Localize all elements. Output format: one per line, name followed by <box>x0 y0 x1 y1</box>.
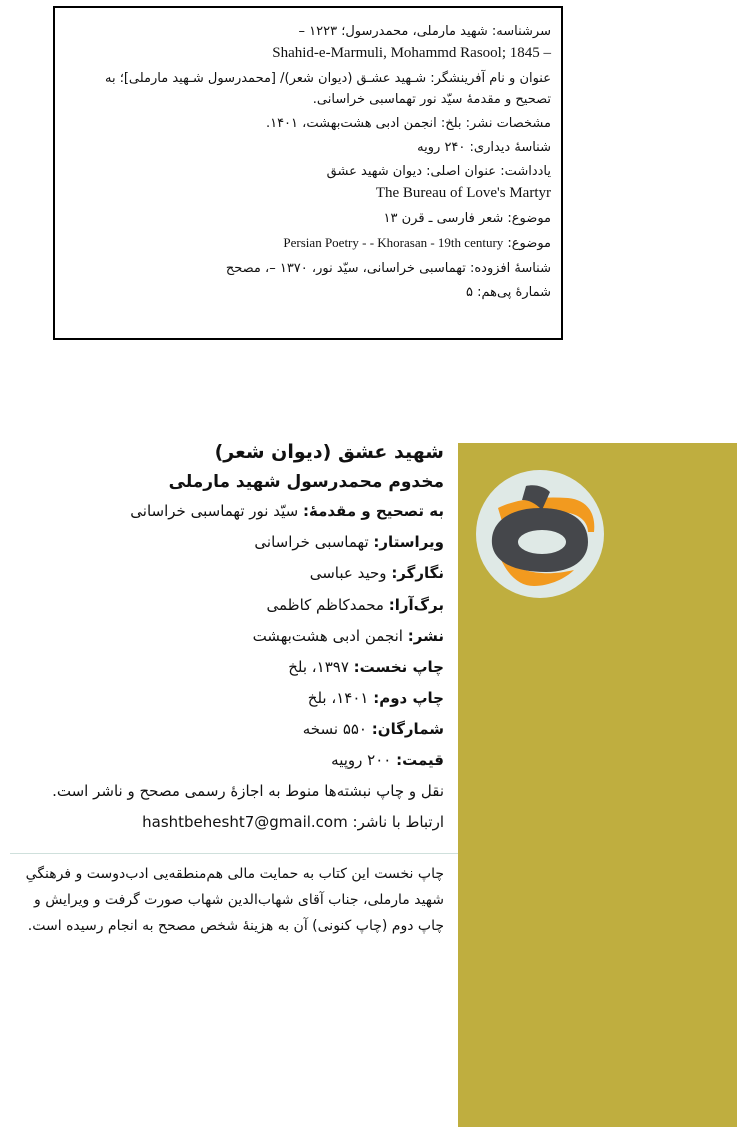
catalog-subject1-value: شعر فارسی ـ قرن ۱۳ <box>383 211 504 227</box>
credit-copies-label: شمارگان: <box>371 719 444 738</box>
credit-editor-value: سیّد نور تهماسبی خراسانی <box>130 502 299 521</box>
catalog-heading-row <box>67 22 551 65</box>
book-author: مخدوم محمدرسول شهید مارملی <box>168 472 444 493</box>
catalog-note-en: The Bureau of Love's Martyr <box>375 185 551 202</box>
contact-email-link[interactable]: hashtbehesht7@gmail.com <box>142 812 348 831</box>
catalog-publication-row <box>67 114 551 134</box>
credit-second-print-label: چاپ دوم: <box>373 688 444 707</box>
credit-first-print <box>20 652 444 683</box>
catalog-publication-label: مشخصات نشر: <box>465 115 551 131</box>
catalog-note-row <box>67 162 551 205</box>
publisher-logo-he-letter-icon <box>476 470 604 598</box>
rights-notice: نقل و چاپ نبشته‌ها منوط به اجازهٔ رسمی مصحح و ناشر است. <box>52 781 444 800</box>
credit-copies <box>20 714 444 745</box>
credit-copyeditor <box>20 527 444 558</box>
credit-first-print-label: چاپ نخست: <box>353 657 444 676</box>
catalog-title-row <box>67 69 551 109</box>
catalog-series-row <box>67 283 551 303</box>
credit-publisher-label: نشر: <box>407 626 444 645</box>
credit-designer <box>20 558 444 589</box>
section-divider <box>10 853 458 854</box>
catalog-note-value: عنوان اصلی: دیوان شهید عشق <box>326 163 497 179</box>
credit-editor <box>20 496 444 527</box>
credit-layout <box>20 590 444 621</box>
credit-editor-label: به تصحیح و مقدمهٔ: <box>302 502 444 521</box>
credit-copyeditor-label: ویراستار: <box>373 533 444 552</box>
catalog-title-label: عنوان و نام آفرینشگر: <box>430 71 551 87</box>
catalog-series-value: ۵ <box>465 284 473 300</box>
credit-first-print-value: ۱۳۹۷، بلخ <box>288 657 349 676</box>
credit-designer-value: وحید عباسی <box>309 564 387 583</box>
acknowledgement-note: چاپ نخست این کتاب به حمایت مالی هم‌منطقه‌یی ادب‌دوست و فرهنگیِ شهید مارملی، جناب آقای شهاب‌الدین شهاب صورت گرفت و ویرایش و چاپ دوم (چاپ کنونی) آن به هزینهٔ شخص مصحح به انجام رسیده است. <box>25 866 444 934</box>
cataloging-box <box>53 6 563 340</box>
catalog-added-value: تهماسبی خراسانی، سیّد نور، ۱۳۷۰ –، مصحح <box>225 260 466 276</box>
catalog-series-label: شمارهٔ پی‌هم: <box>477 284 551 300</box>
catalog-subject1-row <box>67 209 551 229</box>
credit-publisher-value: انجمن ادبی هشت‌بهشت <box>252 626 403 645</box>
credit-price-label: قیمت: <box>396 750 444 769</box>
credits-block <box>20 437 444 838</box>
catalog-physical-row <box>67 138 551 158</box>
catalog-physical-value: ۲۴۰ رویه <box>417 139 466 155</box>
credit-layout-value: محمدکاظم کاظمی <box>266 595 384 614</box>
catalog-heading-label: سرشناسه: <box>491 24 551 39</box>
catalog-subject2-value: Persian Poetry - - Khorasan - 19th century <box>283 235 504 251</box>
catalog-heading-en: Shahid-e-Marmuli, Mohammd Rasool; 1845 – <box>272 45 551 62</box>
catalog-note-label: یادداشت: <box>500 163 551 179</box>
credit-designer-label: نگارگر: <box>391 564 444 583</box>
contact-label: ارتباط با ناشر: <box>352 812 444 831</box>
credit-publisher <box>20 621 444 652</box>
catalog-subject2-label: موضوع: <box>507 236 551 252</box>
catalog-subject2-row <box>67 233 551 254</box>
credit-second-print-value: ۱۴۰۱، بلخ <box>307 688 369 707</box>
catalog-publication-value: بلخ: انجمن ادبی هشت‌بهشت، ۱۴۰۱. <box>265 115 462 131</box>
contact-line <box>20 807 444 838</box>
credit-copyeditor-value: تهماسبی خراسانی <box>254 533 369 552</box>
catalog-added-label: شناسهٔ افزوده: <box>469 260 551 276</box>
credit-price <box>20 745 444 776</box>
credit-price-value: ۲۰۰ روپیه <box>331 750 392 769</box>
credit-copies-value: ۵۵۰ نسخه <box>302 719 367 738</box>
catalog-heading-value: شهید مارملی، محمدرسول؛ ۱۲۲۳ – <box>298 24 488 39</box>
catalog-physical-label: شناسهٔ دیداری: <box>469 139 551 155</box>
credit-second-print <box>20 683 444 714</box>
catalog-title-value: شـهید عشـق (دیوان شعر)/ [محمدرسول شـهید مارملی]؛ به تصحیح و مقدمهٔ سیّد نور تهماسبی خراسانی. <box>104 71 551 107</box>
book-title: شهید عشق (دیوان شعر) <box>214 441 444 463</box>
publisher-logo <box>476 470 604 598</box>
credit-layout-label: برگ‌آرا: <box>388 595 444 614</box>
catalog-subject1-label: موضوع: <box>507 211 551 227</box>
catalog-added-row <box>67 259 551 279</box>
